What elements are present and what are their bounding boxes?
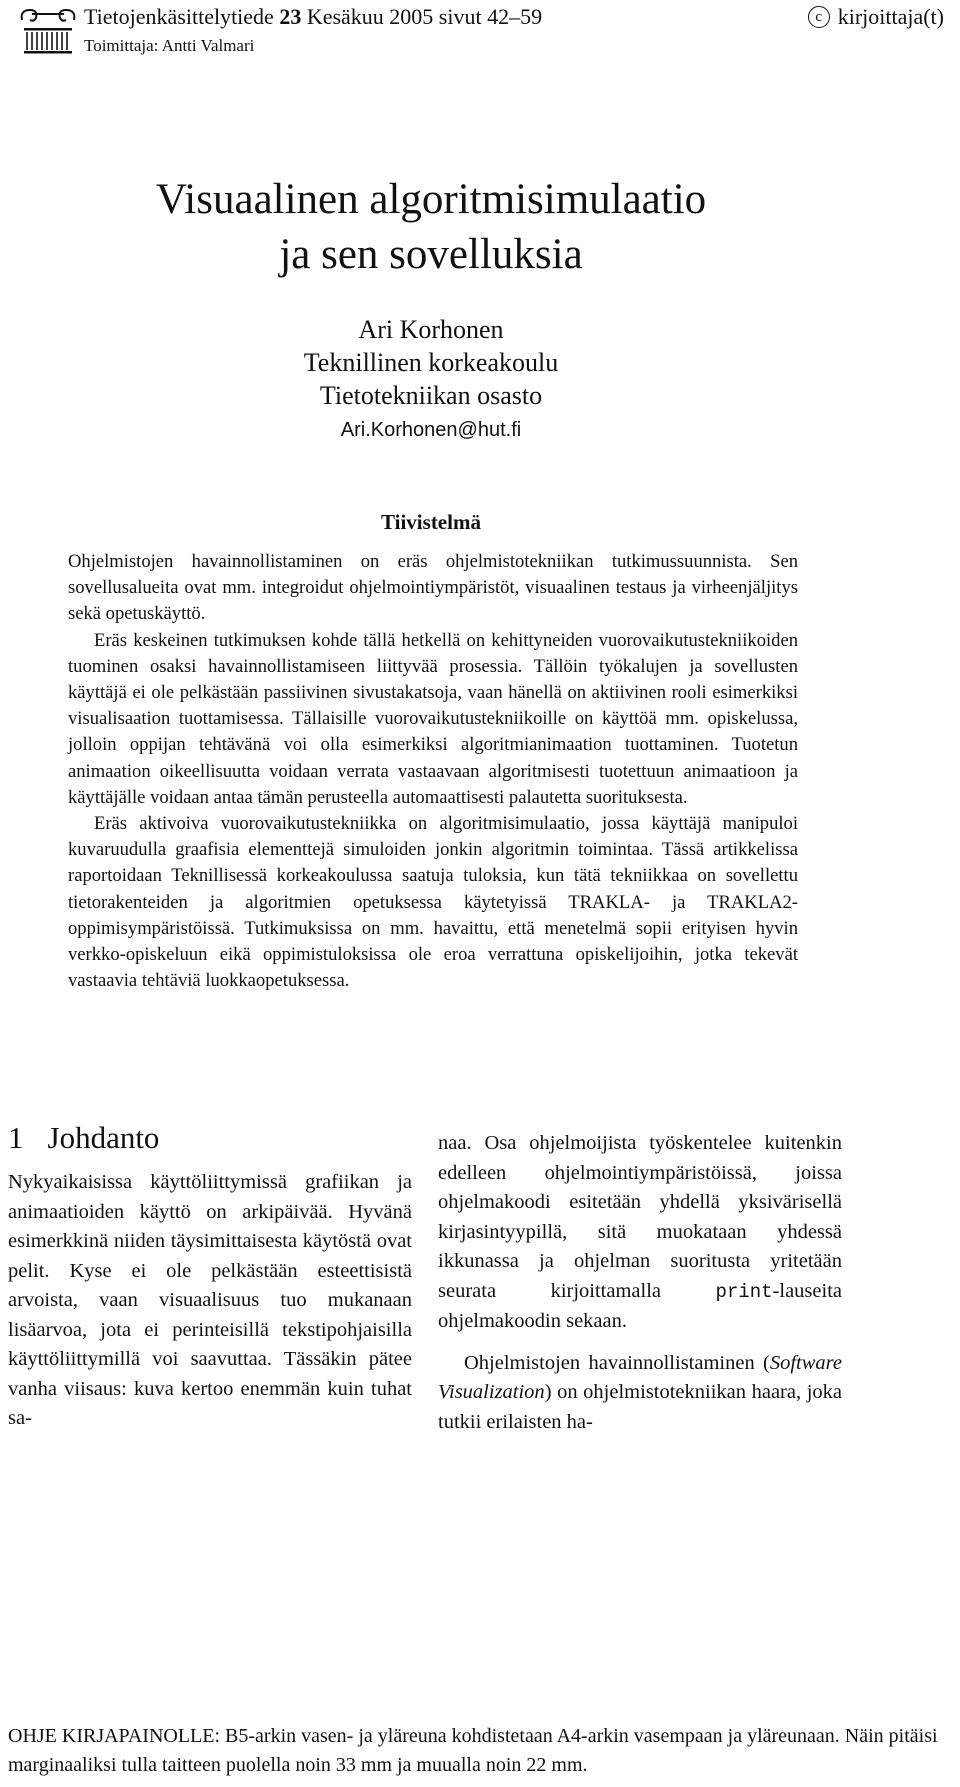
printer-instruction-note: OHJE KIRJAPAINOLLE: B5-arkin vasen- ja yläreuna kohdistetaan A4-arkin vasempaan ja yläreunaan. Näin pitäisi marginaaliksi tulla taitteen puolella noin 33 mm ja muualla noin 22 mm. [8, 1725, 938, 1776]
copyright [808, 4, 944, 30]
right-paragraph-1: naa. Osa ohjelmoijista työskentelee kuitenkin edelleen ohjelmointiympäristöissä, joissa ohjelmakoodi esitetään yhdellä yksivärisellä kirjasintyypillä, sitä muokataan yhdessä ikkunassa ja ohjelman suoritusta yritetään seurata kirjoittamalla print-lauseita ohjelmakoodin sekaan. [438, 1132, 843, 1332]
author-affiliation-1: Teknillinen korkeakoulu [303, 348, 559, 377]
right-p1-text: naa. Osa ohjelmoijista työskentelee kuitenkin edelleen ohjelmointiympäristöissä, joissa ohjelmakoodi esitetään yhdellä yksivärisellä kirjasintyypillä, sitä muokataan yhdessä ikkunassa ja ohjelman suoritusta yritetään seurata kirjoittamalla [438, 1132, 842, 1302]
copyright-icon: c [808, 6, 830, 28]
section-title: Johdanto [47, 1120, 160, 1155]
right-p2-text-end: ) on ohjelmistotekniikan haara, joka tutkii erilaisten ha- [438, 1381, 842, 1433]
right-p1-text-end: lauseita ohjelmakoodin sekaan. [438, 1279, 843, 1332]
paper-title [0, 172, 862, 282]
author-name: Ari Korhonen [358, 315, 504, 344]
journal-prefix: Tietojenkäsittelytiede [84, 4, 274, 29]
journal-suffix: Kesäkuu 2005 sivut 42–59 [306, 4, 543, 29]
right-p2-text: Ohjelmistojen havainnollistaminen ( [464, 1351, 770, 1374]
abstract-paragraph-1: Ohjelmistojen havainnollistaminen on eräs ohjelmistotekniikan tutkimussuunnista. Sen sovellusalueita ovat mm. integroidut ohjelmointiympäristöt, visuaalinen testaus ja virheenjäljitys sekä opetuskäyttö. [68, 551, 798, 625]
abstract-paragraph-3: Eräs aktivoiva vuorovaikutustekniikka on algoritmisimulaatio, jossa käyttäjä manipuloi kuvaruudulla graafisia elementtejä simuloiden jonkin algoritmin toimintaa. Tässä artikkelissa raportoidaan Teknillisessä korkeakoulussa saatuja tuloksia, kun tätä tekniikkaa on sovellettu tietorakenteiden ja algoritmien opetuksessa käytetyissä TRAKLA- ja TRAKLA2-oppimisympäristöissä. Tutkimuksissa on mm. havaittu, että menetelmä sopii erityisen hyvin verkko-opiskeluun eikä oppimistuloksissa ole eroa verrattuna opiskelijoihin, jotka tekevät vastaavia tehtäviä luokkaopetuksessa. [68, 813, 798, 992]
left-column-text: Nykyaikaisissa käyttöliittymissä grafiikan ja animaatioiden käyttö on arkipäivää. Hyvänä esimerkkinä niiden täysimittaisesta käytöstä ovat pelit. Kyse ei ole pelkästään esteettisistä arvoista, vaan visuaalisuus tuo mukanaan lisäarvoa, jota ei perinteisillä tekstipohjaisilla käyttöliittymillä voi saavuttaa. Tässäkin pätee vanha viisaus: kuva kertoo enemmän kuin tuhat sa- [8, 1171, 412, 1429]
left-column [8, 1168, 412, 1434]
author-block [0, 313, 862, 448]
classical-columns-logo-icon [18, 6, 78, 56]
code-print: print [715, 1280, 773, 1303]
title-line-2: ja sen sovelluksia [279, 231, 583, 278]
editor-line: Toimittaja: Antti Valmari [84, 36, 255, 55]
right-column [438, 1129, 842, 1437]
abstract-body [68, 549, 798, 994]
software-visualization-term: Software Visualization [438, 1351, 842, 1403]
copyright-text: kirjoittaja(t) [837, 4, 944, 29]
abstract-paragraph-2: Eräs keskeinen tutkimuksen kohde tällä hetkellä on kehittyneiden vuorovaikutustekniikoiden tuominen osaksi havainnollistamiseen liittyvää prosessia. Tällöin työkalujen ja sovellusten käyttäjä ei ole pelkästään passiivinen sivustakatsoja, vaan hänellä on aktiivinen rooli esimerkiksi visualisaation tuottamisessa. Tällaisille vuorovaikutustekniikoille on käyttöä mm. opiskelussa, jolloin oppijan tehtävänä voi olla esimerkiksi algoritmianimaation tuottaminen. Tuotetun animaation oikeellisuutta voidaan verrata vastaavaan algoritmisesti tuotettuun animaatioon ja käyttäjälle voidaan antaa tämän perusteella automaattisesti palautetta suorituksesta. [68, 629, 798, 808]
section-heading [8, 1120, 183, 1156]
author-affiliation-2: Tietotekniikan osasto [319, 381, 543, 410]
author-email: Ari.Korhonen@hut.fi [340, 419, 522, 441]
journal-name [84, 4, 542, 30]
section-number: 1 [8, 1120, 24, 1155]
title-line-1: Visuaalinen algoritmisimulaatio [155, 176, 707, 223]
abstract-heading: Tiivistelmä [381, 510, 481, 534]
right-paragraph-2 [438, 1349, 842, 1438]
journal-volume: 23 [279, 4, 302, 29]
